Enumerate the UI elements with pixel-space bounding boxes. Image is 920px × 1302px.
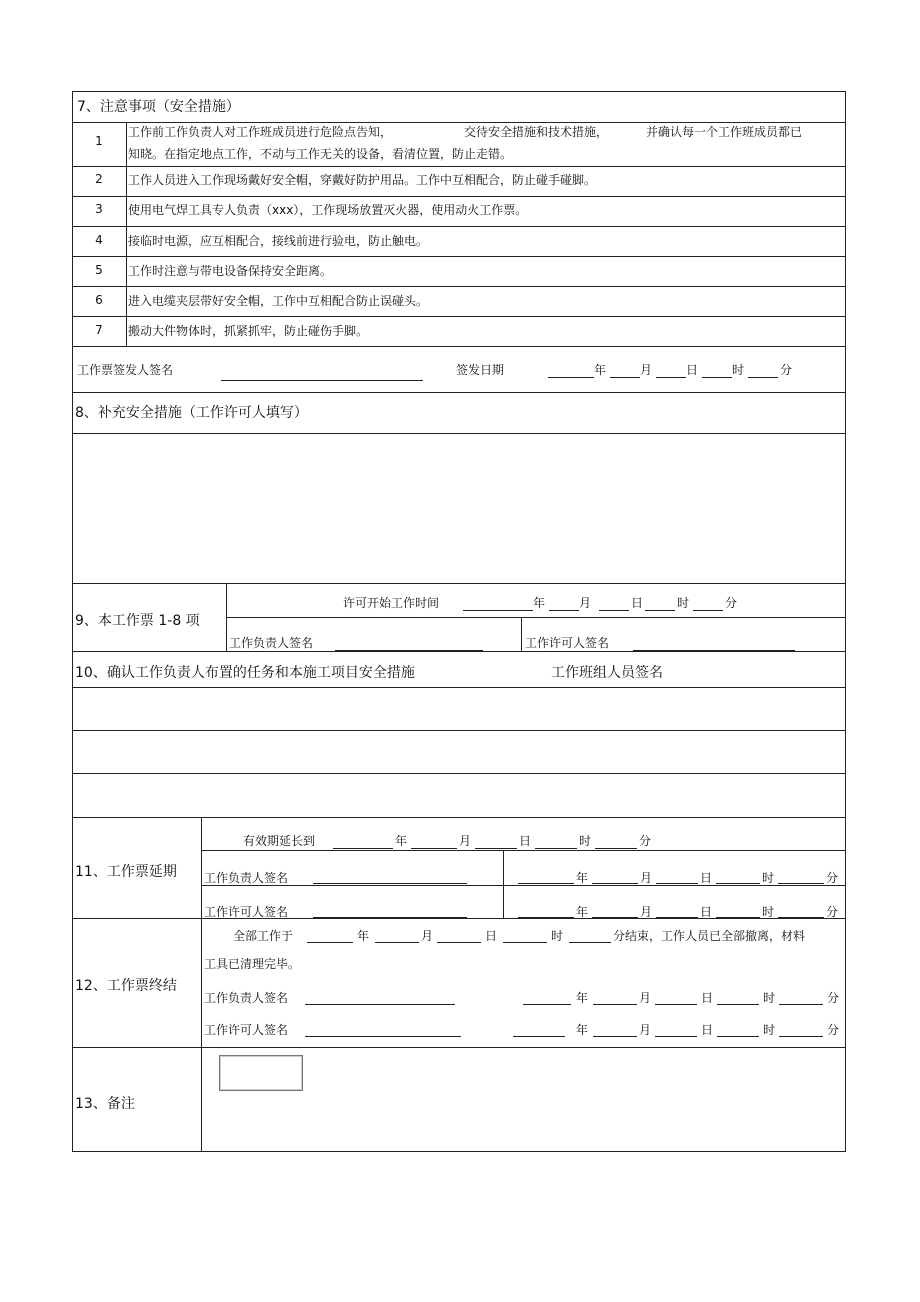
section7-title: 7、注意事项（安全措施） — [77, 99, 240, 115]
leader-sign-label: 工作负责人签名 — [204, 991, 289, 1005]
issue-month-field[interactable] — [610, 377, 640, 378]
divider — [73, 651, 845, 652]
label-column-divider — [201, 817, 202, 1151]
issue-day-field[interactable] — [656, 377, 686, 378]
end-text: 分结束，工作人员已全部撤离，材料 — [613, 929, 806, 943]
item-number-column-divider — [126, 122, 127, 346]
divider — [73, 346, 845, 347]
item-text: 进入电缆夹层带好安全帽，工作中互相配合防止误碰头。 — [128, 294, 429, 308]
end-text-line2: 工具已清理完毕。 — [204, 957, 301, 971]
extend-hour-field[interactable] — [535, 848, 577, 849]
section11-title: 11、工作票延期 — [75, 864, 177, 880]
month-unit: 月 — [640, 363, 653, 377]
month-unit: 月 — [640, 905, 653, 919]
divider — [73, 196, 845, 197]
extend-leader-day-field[interactable] — [656, 883, 698, 884]
hour-unit: 时 — [551, 929, 564, 943]
item-text: 交待安全措施和技术措施， — [464, 125, 609, 139]
month-unit: 月 — [459, 834, 472, 848]
year-unit: 年 — [357, 929, 370, 943]
end-permit-month-field[interactable] — [593, 1036, 637, 1037]
divider — [73, 433, 845, 434]
divider — [73, 226, 845, 227]
column-divider — [503, 850, 504, 918]
item-number: 5 — [95, 263, 103, 277]
year-unit: 年 — [576, 991, 589, 1005]
extend-leader-sign-field[interactable] — [313, 883, 467, 884]
item-text: 搬动大件物体时，抓紧抓牢，防止碰伤手脚。 — [128, 324, 369, 338]
section13-title: 13、备注 — [75, 1096, 135, 1112]
day-unit: 日 — [701, 1023, 714, 1037]
start-year-field[interactable] — [463, 610, 533, 611]
divider — [201, 885, 845, 886]
extend-minute-field[interactable] — [595, 848, 637, 849]
divider — [73, 1047, 845, 1048]
hour-unit: 时 — [763, 991, 776, 1005]
item-number: 4 — [95, 233, 103, 247]
month-unit: 月 — [640, 871, 653, 885]
minute-unit: 分 — [827, 991, 840, 1005]
end-permit-day-field[interactable] — [655, 1036, 697, 1037]
extend-label: 有效期延长到 — [243, 834, 316, 848]
item-number: 2 — [95, 172, 103, 186]
item-number: 6 — [95, 293, 103, 307]
divider — [73, 583, 845, 584]
item-number: 3 — [95, 202, 103, 216]
end-leader-year-field[interactable] — [523, 1004, 571, 1005]
end-minute-field[interactable] — [569, 942, 611, 943]
item-text: 工作时注意与带电设备保持安全距离。 — [128, 264, 333, 278]
end-leader-minute-field[interactable] — [779, 1004, 823, 1005]
issue-date-label: 签发日期 — [456, 363, 505, 377]
remarks-box[interactable] — [219, 1055, 303, 1091]
issuer-sign-field[interactable] — [221, 380, 423, 381]
item-text: 并确认每一个工作班成员都已 — [646, 125, 803, 139]
crew-sign-row[interactable] — [74, 775, 844, 815]
item-text: 知晓。在指定地点工作，不动与工作无关的设备，看清位置，防止走错。 — [128, 147, 513, 161]
item-text: 工作人员进入工作现场戴好安全帽，穿戴好防护用品。工作中互相配合，防止碰手碰脚。 — [128, 173, 597, 187]
divider — [73, 918, 845, 919]
crew-sign-label: 工作班组人员签名 — [551, 665, 663, 681]
minute-unit: 分 — [826, 905, 839, 919]
divider — [73, 316, 845, 317]
year-unit: 年 — [533, 596, 546, 610]
divider — [73, 256, 845, 257]
item-text: 使用电气焊工具专人负责（xxx），工作现场放置灭火器，使用动火工作票。 — [128, 203, 528, 217]
divider — [226, 617, 845, 618]
day-unit: 日 — [631, 596, 644, 610]
section9-title: 9、本工作票 1-8 项 — [75, 613, 200, 629]
divider — [73, 286, 845, 287]
issuer-sign-label: 工作票签发人签名 — [77, 363, 174, 377]
permit-sign-label: 工作许可人签名 — [204, 905, 289, 919]
end-month-field[interactable] — [375, 942, 419, 943]
day-unit: 日 — [700, 905, 713, 919]
start-day-field[interactable] — [599, 610, 629, 611]
leader-sign-label: 工作负责人签名 — [229, 636, 314, 650]
extend-year-field[interactable] — [333, 848, 393, 849]
year-unit: 年 — [576, 871, 589, 885]
issue-hour-field[interactable] — [702, 377, 732, 378]
day-unit: 日 — [701, 991, 714, 1005]
day-unit: 日 — [519, 834, 532, 848]
item-number: 7 — [95, 323, 103, 337]
leader-sign-label: 工作负责人签名 — [204, 871, 289, 885]
item-number: 1 — [95, 134, 103, 148]
year-unit: 年 — [576, 905, 589, 919]
end-permit-sign-field[interactable] — [305, 1036, 461, 1037]
end-hour-field[interactable] — [503, 942, 547, 943]
end-permit-minute-field[interactable] — [779, 1036, 823, 1037]
end-permit-hour-field[interactable] — [717, 1036, 759, 1037]
section12-title: 12、工作票终结 — [75, 978, 177, 994]
end-leader-hour-field[interactable] — [717, 1004, 759, 1005]
work-ticket-form — [72, 91, 846, 1152]
issue-minute-field[interactable] — [748, 377, 778, 378]
permit-sign-label: 工作许可人签名 — [204, 1023, 289, 1037]
year-unit: 年 — [395, 834, 408, 848]
extend-leader-month-field[interactable] — [592, 883, 638, 884]
minute-unit: 分 — [826, 871, 839, 885]
month-unit: 月 — [421, 929, 434, 943]
section8-title: 8、补充安全措施（工作许可人填写） — [75, 405, 308, 421]
year-unit: 年 — [576, 1023, 589, 1037]
minute-unit: 分 — [780, 363, 793, 377]
end-day-field[interactable] — [437, 942, 481, 943]
day-unit: 日 — [700, 871, 713, 885]
end-permit-year-field[interactable] — [513, 1036, 565, 1037]
hour-unit: 时 — [732, 363, 745, 377]
month-unit: 月 — [639, 1023, 652, 1037]
divider — [73, 730, 845, 731]
start-time-label: 许可开始工作时间 — [343, 596, 440, 610]
extend-leader-hour-field[interactable] — [716, 883, 760, 884]
issue-year-field[interactable] — [548, 377, 594, 378]
permit-sign-label: 工作许可人签名 — [525, 636, 610, 650]
hour-unit: 时 — [677, 596, 690, 610]
item-text: 接临时电源，应互相配合，接线前进行验电，防止触电。 — [128, 234, 429, 248]
end-leader-day-field[interactable] — [655, 1004, 697, 1005]
minute-unit: 分 — [725, 596, 738, 610]
hour-unit: 时 — [762, 905, 775, 919]
day-unit: 日 — [686, 363, 699, 377]
crew-sign-row[interactable] — [74, 689, 844, 729]
column-divider — [521, 617, 522, 651]
hour-unit: 时 — [579, 834, 592, 848]
end-leader-month-field[interactable] — [593, 1004, 637, 1005]
start-hour-field[interactable] — [645, 610, 675, 611]
hour-unit: 时 — [763, 1023, 776, 1037]
divider — [201, 850, 845, 851]
supplementary-measures-area[interactable] — [74, 435, 844, 581]
divider — [73, 817, 845, 818]
divider — [73, 773, 845, 774]
start-minute-field[interactable] — [693, 610, 723, 611]
minute-unit: 分 — [639, 834, 652, 848]
end-year-field[interactable] — [307, 942, 353, 943]
all-work-label: 全部工作于 — [233, 929, 294, 943]
end-leader-sign-field[interactable] — [305, 1004, 455, 1005]
minute-unit: 分 — [827, 1023, 840, 1037]
start-month-field[interactable] — [549, 610, 579, 611]
divider — [73, 392, 845, 393]
month-unit: 月 — [639, 991, 652, 1005]
divider — [73, 687, 845, 688]
day-unit: 日 — [485, 929, 498, 943]
extend-day-field[interactable] — [475, 848, 517, 849]
item-text: 工作前工作负责人对工作班成员进行危险点告知， — [128, 125, 393, 139]
year-unit: 年 — [594, 363, 607, 377]
extend-leader-year-field[interactable] — [518, 883, 574, 884]
crew-sign-row[interactable] — [74, 732, 844, 772]
extend-month-field[interactable] — [411, 848, 457, 849]
month-unit: 月 — [579, 596, 592, 610]
extend-leader-minute-field[interactable] — [778, 883, 824, 884]
section10-title: 10、确认工作负责人布置的任务和本施工项目安全措施 — [75, 665, 415, 681]
divider — [73, 166, 845, 167]
hour-unit: 时 — [762, 871, 775, 885]
